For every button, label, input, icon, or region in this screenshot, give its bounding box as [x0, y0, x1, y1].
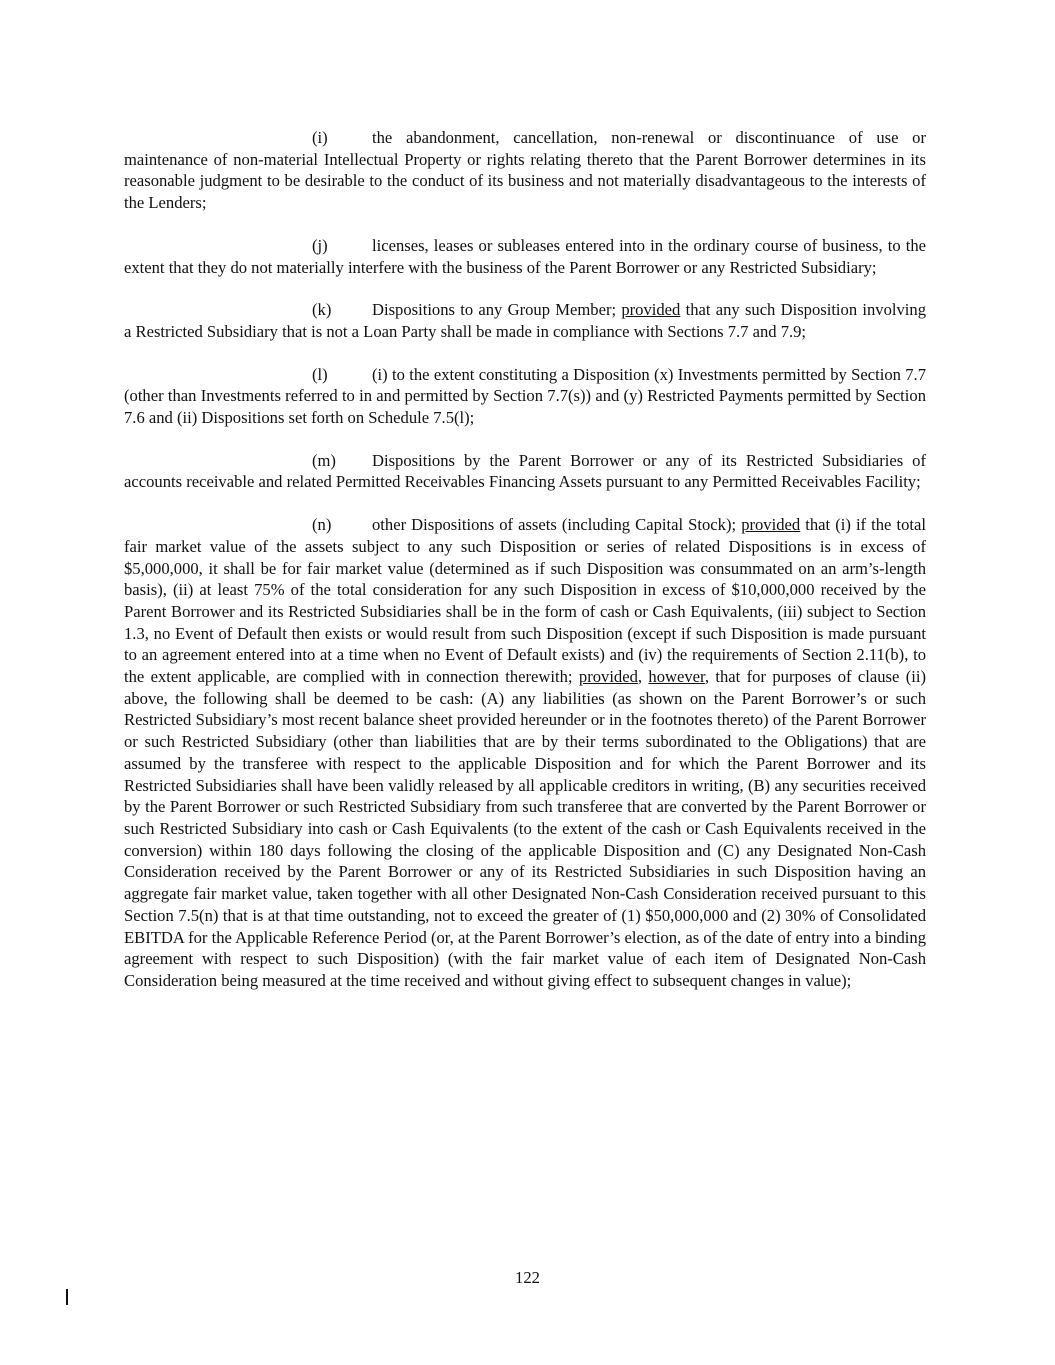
clause-label: (k): [312, 300, 332, 320]
clause-text: ,: [637, 667, 649, 687]
clause-text: the abandonment, cancellation, non-renewal or discontinuance of use or maintenance of non-material Intellectual Property or rights relating thereto that the Parent Borrower determines in its reasonable judgment to be desirable to the conduct of its business and not materially disadvantageous to the interests of the Lenders;: [124, 128, 926, 213]
provided-underlined: provided: [741, 515, 801, 535]
provided-underlined: provided: [578, 667, 638, 687]
clause-text: licenses, leases or subleases entered into in the ordinary course of business, to the extent that they do not materially interfere with the business of the Parent Borrower or any Restricted Subsidiary;: [124, 235, 926, 277]
clause-label: (j): [312, 235, 328, 255]
clause-k: [124, 299, 926, 342]
clause-text: Dispositions by the Parent Borrower or any of its Restricted Subsidiaries of accounts receivable and related Permitted Receivables Financing Assets pursuant to any Permitted Receivables Facility;: [124, 450, 926, 492]
clause-label: (i): [312, 128, 328, 147]
provided-underlined: provided: [621, 300, 681, 320]
clause-i: [124, 127, 926, 214]
clause-l: [124, 364, 926, 429]
clause-text: , that for purposes of clause (ii) above, the following shall be deemed to be cash: (A) any liabilities (as shown on the Parent Borrower’s or such Restricted Subsidiary’s most recent balance sheet provided hereunder or in the footnotes thereto) of the Parent Borrower or such Restricted Subsidiary (other than liabilities that are by their terms subordinated to the Obligations) that are assumed by the transferee with respect to the applicable Disposition and for which the Parent Borrower and its Restricted Subsidiaries shall have been validly released by all applicable creditors in writing, (B) any securities received by the Parent Borrower or such Restricted Subsidiary from such transferee that are converted by the Parent Borrower or such Restricted Subsidiary into cash or Cash Equivalents (to the extent of the cash or Cash Equivalents received in the conversion) within 180 days following the closing of the applicable Disposition and (C) any Designated Non-Cash Consideration received by the Parent Borrower or any of its Restricted Subsidiaries in such Disposition having an aggregate fair market value, taken together with all other Designated Non-Cash Consideration received pursuant to this Section 7.5(n) that is at that time outstanding, not to exceed the greater of (1) $50,000,000 and (2) 30% of Consolidated EBITDA for the Applicable Reference Period (or, at the Parent Borrower’s election, as of the date of entry into a binding agreement with respect to such Disposition) (with the fair market value of each item of Designated Non-Cash Consideration being measured at the time received and without giving effect to subsequent changes in value);: [124, 667, 926, 990]
clause-label: (l): [312, 364, 328, 384]
clause-text: other Dispositions of assets (including Capital Stock);: [372, 515, 742, 535]
however-underlined: however: [648, 667, 705, 687]
clause-label: (m): [312, 450, 336, 470]
page-number: 122: [515, 1268, 540, 1287]
clause-text: that (i) if the total fair market value of the assets subject to any such Disposition or series of related Dispositions is in excess of $5,000,000, it shall be for fair market value (determined as if such Disposition was consummated on an arm’s-length basis), (ii) at least 75% of the total consideration for any such Disposition in excess of $10,000,000 received by the Parent Borrower and its Restricted Subsidiaries shall be in the form of cash or Cash Equivalents, (iii) subject to Section 1.3, no Event of Default then exists or would result from such Disposition (except if such Disposition is made pursuant to an agreement entered into at a time when no Event of Default exists) and (iv) the requirements of Section 2.11(b), to the extent applicable, are complied with in connection therewith;: [124, 515, 926, 687]
clause-text: that any such Disposition involving a Restricted Subsidiary that is not a Loan Party shall be made in compliance with Sections 7.7 and 7.9;: [124, 300, 926, 341]
clause-text: (i) to the extent constituting a Disposition (x) Investments permitted by Section 7.7 (other than Investments referred to in and permitted by Section 7.7(s)) and (y) Restricted Payments permitted by Section 7.6 and (ii) Dispositions set forth on Schedule 7.5(l);: [124, 364, 926, 428]
clause-label: (n): [312, 515, 332, 535]
document-body: [124, 127, 926, 1013]
clause-text: Dispositions to any Group Member;: [372, 300, 622, 320]
clause-m: [124, 450, 926, 493]
revision-bar: [66, 1289, 68, 1305]
clause-j: [124, 235, 926, 278]
clause-n: [124, 514, 926, 991]
